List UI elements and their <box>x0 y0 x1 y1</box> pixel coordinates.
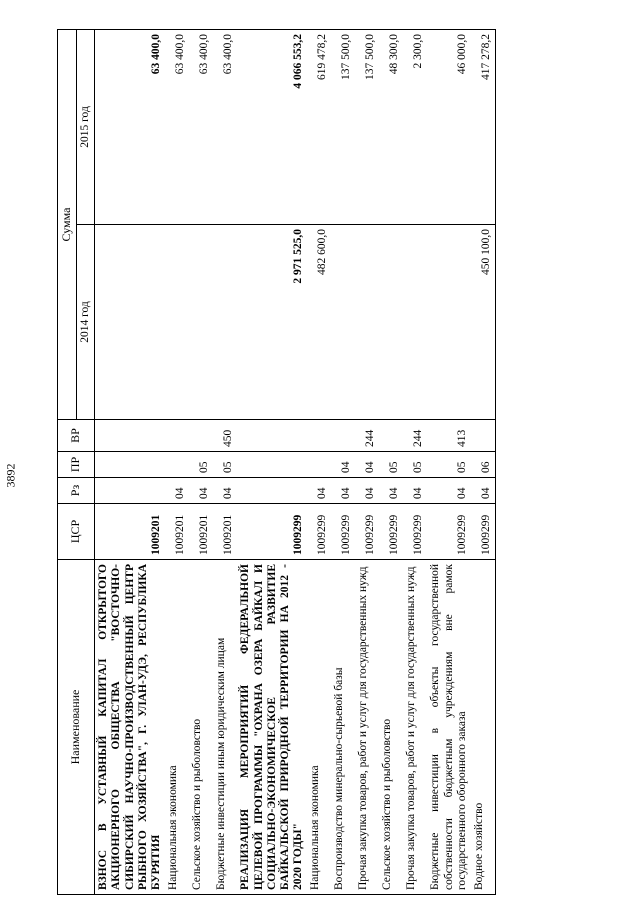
row-csr: 1009201 <box>165 504 189 560</box>
row-rz: 04 <box>427 478 471 504</box>
row-vr <box>471 420 496 452</box>
row-vr <box>165 420 189 452</box>
row-vr <box>95 420 166 452</box>
row-csr: 1009201 <box>95 504 166 560</box>
row-sum-2014 <box>331 225 355 420</box>
row-rz: 04 <box>379 478 403 504</box>
row-name: РЕАЛИЗАЦИЯ МЕРОПРИЯТИЙ ФЕДЕРАЛЬНОЙ ЦЕЛЕВОЙ ПРОГРАММЫ "ОХРАНА ОЗЕРА БАЙКАЛ И СОЦИАЛЬНО-ЭКОНОМИЧЕСКОЕ РАЗВИТИЕ БАЙКАЛЬСКОЙ ПРИРОДНОЙ ТЕРРИТОРИИ НА 2012 - 2020 ГОДЫ" <box>237 560 307 895</box>
row-sum-2015: 63 400,0 <box>189 29 213 224</box>
row-rz: 04 <box>213 478 237 504</box>
row-csr: 1009299 <box>379 504 403 560</box>
row-vr: 450 <box>213 420 237 452</box>
row-sum-2014 <box>213 225 237 420</box>
row-csr: 1009299 <box>427 504 471 560</box>
row-sum-2015: 417 278,2 <box>471 29 496 224</box>
row-sum-2014: 450 100,0 <box>471 225 496 420</box>
row-name: ВЗНОС В УСТАВНЫЙ КАПИТАЛ ОТКРЫТОГО АКЦИОНЕРНОГО ОБЩЕСТВА "ВОСТОЧНО-СИБИРСКИЙ НАУЧНО-ПРОИЗВОДСТВЕННЫЙ ЦЕНТР РЫБНОГО ХОЗЯЙСТВА", Г. УЛАН-УДЭ, РЕСПУБЛИКА БУРЯТИЯ <box>95 560 166 895</box>
table-row <box>95 29 166 894</box>
row-csr: 1009299 <box>331 504 355 560</box>
row-csr: 1009299 <box>237 504 307 560</box>
row-csr: 1009299 <box>471 504 496 560</box>
row-pr: 06 <box>471 452 496 478</box>
row-name: Национальная экономика <box>165 560 189 895</box>
row-sum-2014 <box>355 225 379 420</box>
header-2014: 2014 год <box>77 225 95 420</box>
row-rz: 04 <box>471 478 496 504</box>
table-row <box>307 29 331 894</box>
row-sum-2014: 2 971 525,0 <box>237 225 307 420</box>
row-sum-2014 <box>95 225 166 420</box>
row-vr <box>331 420 355 452</box>
row-pr: 05 <box>403 452 427 478</box>
table-body <box>95 29 496 894</box>
row-name: Национальная экономика <box>307 560 331 895</box>
row-name: Сельское хозяйство и рыболовство <box>379 560 403 895</box>
table-row <box>427 29 471 894</box>
row-rz: 04 <box>307 478 331 504</box>
row-name: Сельское хозяйство и рыболовство <box>189 560 213 895</box>
table-row <box>213 29 237 894</box>
row-sum-2014 <box>427 225 471 420</box>
row-name: Водное хозяйство <box>471 560 496 895</box>
row-pr <box>307 452 331 478</box>
row-vr <box>189 420 213 452</box>
header-sum: Сумма <box>58 29 77 419</box>
budget-table <box>57 29 496 895</box>
row-sum-2014 <box>379 225 403 420</box>
row-sum-2015: 137 500,0 <box>355 29 379 224</box>
row-rz <box>95 478 166 504</box>
row-sum-2015: 63 400,0 <box>95 29 166 224</box>
row-sum-2014 <box>165 225 189 420</box>
table-row <box>379 29 403 894</box>
row-sum-2015: 63 400,0 <box>213 29 237 224</box>
header-pr: ПР <box>58 452 95 478</box>
row-vr <box>237 420 307 452</box>
row-csr: 1009299 <box>307 504 331 560</box>
row-pr: 05 <box>189 452 213 478</box>
row-sum-2015: 2 300,0 <box>403 29 427 224</box>
row-rz: 04 <box>403 478 427 504</box>
header-2015: 2015 год <box>77 29 95 224</box>
header-csr: ЦСР <box>58 504 95 560</box>
row-csr: 1009201 <box>189 504 213 560</box>
row-name: Прочая закупка товаров, работ и услуг для государственных нужд <box>355 560 379 895</box>
row-pr <box>165 452 189 478</box>
header-name: Наименование <box>58 560 95 895</box>
row-rz: 04 <box>331 478 355 504</box>
table-row <box>471 29 496 894</box>
row-pr: 05 <box>213 452 237 478</box>
row-pr <box>95 452 166 478</box>
row-pr: 04 <box>355 452 379 478</box>
row-name: Бюджетные инвестиции в объекты государственной собственности бюджетным учреждениям вне рамок государственного оборонного заказа <box>427 560 471 895</box>
row-rz: 04 <box>355 478 379 504</box>
row-csr: 1009201 <box>213 504 237 560</box>
table-row <box>237 29 307 894</box>
row-sum-2015: 48 300,0 <box>379 29 403 224</box>
table-row <box>355 29 379 894</box>
row-pr <box>237 452 307 478</box>
row-rz: 04 <box>189 478 213 504</box>
table-row <box>331 29 355 894</box>
row-sum-2015: 137 500,0 <box>331 29 355 224</box>
row-name: Бюджетные инвестиции иным юридическим лицам <box>213 560 237 895</box>
row-sum-2015: 4 066 553,2 <box>237 29 307 224</box>
table-row <box>189 29 213 894</box>
table-row <box>165 29 189 894</box>
row-name: Прочая закупка товаров, работ и услуг для государственных нужд <box>403 560 427 895</box>
row-vr: 244 <box>355 420 379 452</box>
row-vr: 413 <box>427 420 471 452</box>
row-pr: 05 <box>427 452 471 478</box>
row-csr: 1009299 <box>403 504 427 560</box>
row-sum-2014 <box>189 225 213 420</box>
row-sum-2014 <box>403 225 427 420</box>
header-rz: Рз <box>58 478 95 504</box>
row-sum-2015: 619 478,2 <box>307 29 331 224</box>
row-vr <box>379 420 403 452</box>
row-pr: 05 <box>379 452 403 478</box>
row-sum-2015: 46 000,0 <box>427 29 471 224</box>
row-rz: 04 <box>165 478 189 504</box>
row-sum-2015: 63 400,0 <box>165 29 189 224</box>
row-name: Воспроизводство минерально-сырьевой базы <box>331 560 355 895</box>
budget-table-rotated <box>57 30 605 895</box>
row-pr: 04 <box>331 452 355 478</box>
row-vr: 244 <box>403 420 427 452</box>
row-vr <box>307 420 331 452</box>
header-vr: ВР <box>58 420 95 452</box>
table-row <box>403 29 427 894</box>
row-sum-2014: 482 600,0 <box>307 225 331 420</box>
row-csr: 1009299 <box>355 504 379 560</box>
row-rz <box>237 478 307 504</box>
page-number: 3892 <box>3 463 18 487</box>
